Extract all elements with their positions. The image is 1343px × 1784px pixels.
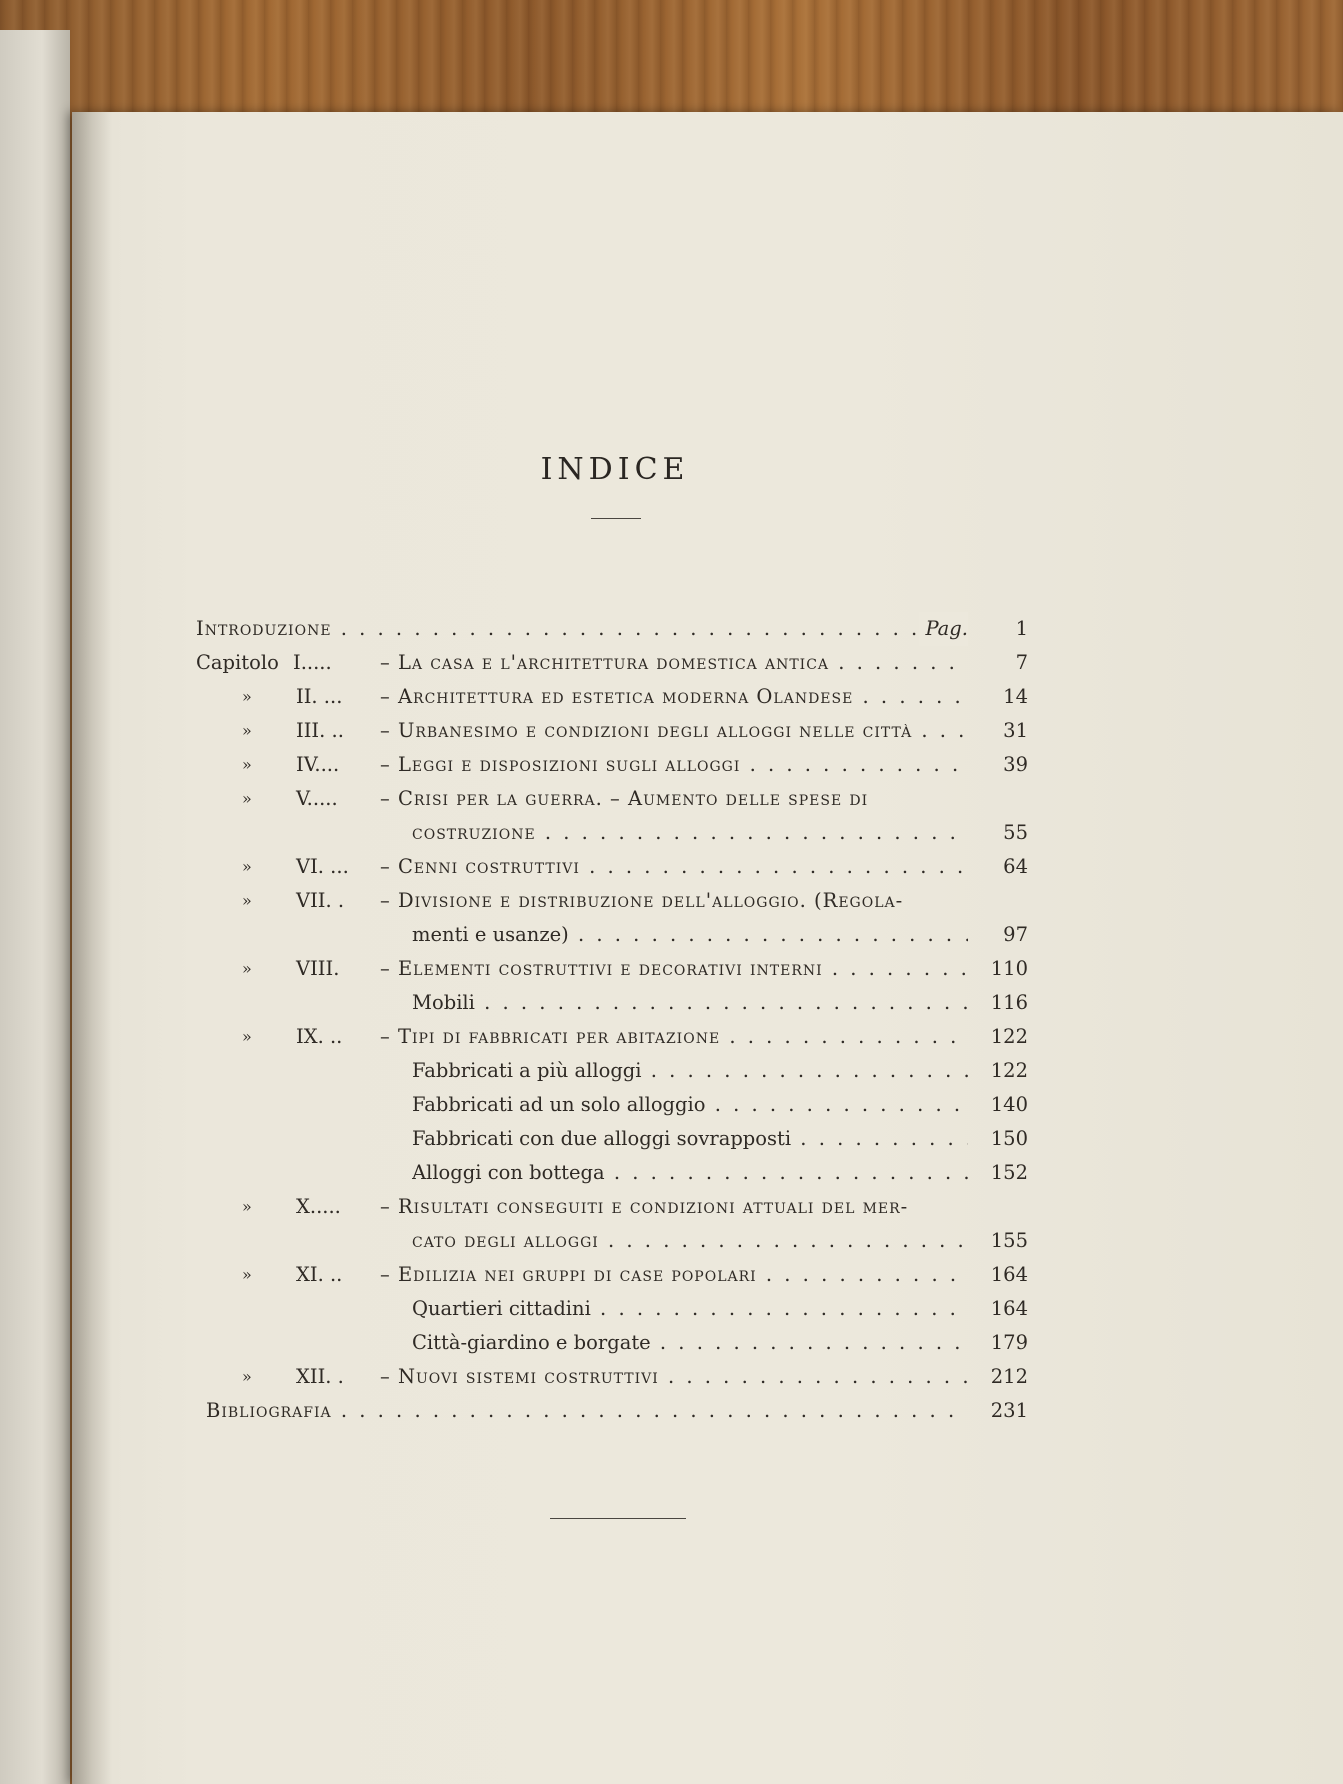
toc-subentry	[196, 1122, 1028, 1156]
toc-page-number: 179	[990, 1331, 1028, 1354]
toc-entry-chapter-11	[196, 1258, 1028, 1292]
toc-page-number: 116	[990, 991, 1028, 1014]
chapter-title: – Crisi per la guerra. – Aumento delle spese di	[380, 787, 869, 810]
toc-entry-chapter-12	[196, 1360, 1028, 1394]
left-page-edge	[0, 30, 70, 1784]
chapter-title-continuation: menti e usanze)	[412, 923, 569, 946]
toc-subentry	[196, 1326, 1028, 1360]
chapter-title: – Urbanesimo e condizioni degli alloggi nelle città	[380, 719, 913, 742]
chapter-number: V.....	[296, 787, 338, 810]
table-of-contents	[196, 612, 1028, 1428]
toc-entry-chapter-7-cont	[196, 918, 1028, 952]
chapter-title: – Nuovi sistemi costruttivi	[380, 1365, 659, 1388]
title-rule	[591, 518, 641, 519]
toc-entry-label: Introduzione	[196, 617, 332, 640]
toc-entry-chapter-4	[196, 748, 1028, 782]
gutter-shadow	[72, 112, 112, 1784]
chapter-title: – Architettura ed estetica moderna Olandese	[380, 685, 854, 708]
ditto-mark: »	[242, 1367, 252, 1386]
ditto-mark: »	[242, 755, 252, 774]
toc-subentry	[196, 1292, 1028, 1326]
toc-entry-bibliografia	[196, 1394, 1028, 1428]
toc-entry-chapter-6	[196, 850, 1028, 884]
toc-page-number: 122	[990, 1025, 1028, 1048]
chapter-number: IV....	[296, 753, 340, 776]
toc-entry-chapter-5-cont	[196, 816, 1028, 850]
chapter-title: – Elementi costruttivi e decorativi interni	[380, 957, 823, 980]
subsection-title: Fabbricati ad un solo alloggio	[412, 1093, 706, 1116]
ditto-mark: »	[242, 857, 252, 876]
closing-rule	[550, 1518, 686, 1519]
toc-page-number: 7	[1015, 651, 1028, 674]
toc-entry-chapter-1	[196, 646, 1028, 680]
toc-entry-introduzione	[196, 612, 1028, 646]
toc-entry-chapter-10-cont	[196, 1224, 1028, 1258]
toc-entry-chapter-2	[196, 680, 1028, 714]
subsection-title: Fabbricati a più alloggi	[412, 1059, 642, 1082]
chapter-title: – Divisione e distribuzione dell'alloggio. (Regola-	[380, 889, 904, 912]
subsection-title: Mobili	[412, 991, 475, 1014]
chapter-number: XI. ..	[296, 1263, 343, 1286]
chapter-number: VI. ...	[296, 855, 349, 878]
toc-page-number: 152	[990, 1161, 1028, 1184]
chapter-number: VIII.	[296, 957, 340, 980]
chapter-number: III. ..	[296, 719, 344, 742]
toc-entry-chapter-8	[196, 952, 1028, 986]
toc-entry-chapter-5	[196, 782, 1028, 816]
toc-page-number: 1	[1015, 617, 1028, 640]
chapter-number: VII. .	[296, 889, 345, 912]
chapter-title: – Leggi e disposizioni sugli alloggi	[380, 753, 741, 776]
chapter-prefix: Capitolo	[196, 651, 279, 674]
toc-page-number: 122	[990, 1059, 1028, 1082]
ditto-mark: »	[242, 687, 252, 706]
ditto-mark: »	[242, 1265, 252, 1284]
chapter-title: – Risultati conseguiti e condizioni attuali del mer-	[380, 1195, 909, 1218]
toc-page-number: 31	[1003, 719, 1028, 742]
chapter-number: II. ...	[296, 685, 343, 708]
chapter-number: IX. ..	[296, 1025, 343, 1048]
subsection-title: Quartieri cittadini	[412, 1297, 591, 1320]
ditto-mark: »	[242, 891, 252, 910]
toc-page-number: 164	[990, 1263, 1028, 1286]
toc-page-number: 39	[1003, 753, 1028, 776]
toc-subentry	[196, 1088, 1028, 1122]
chapter-title-continuation: costruzione	[412, 821, 536, 844]
subsection-title: Alloggi con bottega	[412, 1161, 605, 1184]
chapter-number: I.....	[293, 651, 332, 674]
toc-page-number: 150	[990, 1127, 1028, 1150]
chapter-title: – Tipi di fabbricati per abitazione	[380, 1025, 721, 1048]
toc-subentry	[196, 1156, 1028, 1190]
toc-page-number: 110	[990, 957, 1028, 980]
toc-page-number: 212	[990, 1365, 1028, 1388]
chapter-number: X.....	[296, 1195, 341, 1218]
chapter-title: – Cenni costruttivi	[380, 855, 580, 878]
ditto-mark: »	[242, 721, 252, 740]
subsection-title: Città-giardino e borgate	[412, 1331, 651, 1354]
chapter-number: XII. .	[296, 1365, 344, 1388]
chapter-title-continuation: cato degli alloggi	[412, 1229, 599, 1252]
toc-entry-chapter-3	[196, 714, 1028, 748]
chapter-title: – Edilizia nei gruppi di case popolari	[380, 1263, 757, 1286]
toc-page-number: 164	[990, 1297, 1028, 1320]
toc-entry-label: Bibliografia	[206, 1399, 332, 1422]
pag-label: Pag.	[919, 612, 968, 646]
toc-page-number: 231	[990, 1399, 1028, 1422]
toc-subentry	[196, 986, 1028, 1020]
wooden-table	[0, 0, 1343, 130]
ditto-mark: »	[242, 959, 252, 978]
page-title: INDICE	[540, 452, 690, 487]
subsection-title: Fabbricati con due alloggi sovrapposti	[412, 1127, 792, 1150]
toc-subentry	[196, 1054, 1028, 1088]
toc-page-number: 64	[1003, 855, 1028, 878]
toc-page-number: 14	[1003, 685, 1028, 708]
toc-page-number: 140	[990, 1093, 1028, 1116]
toc-entry-chapter-9	[196, 1020, 1028, 1054]
ditto-mark: »	[242, 789, 252, 808]
ditto-mark: »	[242, 1197, 252, 1216]
toc-entry-chapter-7	[196, 884, 1028, 918]
toc-entry-chapter-10	[196, 1190, 1028, 1224]
chapter-title: – La casa e l'architettura domestica antica	[380, 651, 830, 674]
toc-page-number: 97	[1003, 923, 1028, 946]
toc-page-number: 55	[1003, 821, 1028, 844]
ditto-mark: »	[242, 1027, 252, 1046]
toc-page-number: 155	[990, 1229, 1028, 1252]
